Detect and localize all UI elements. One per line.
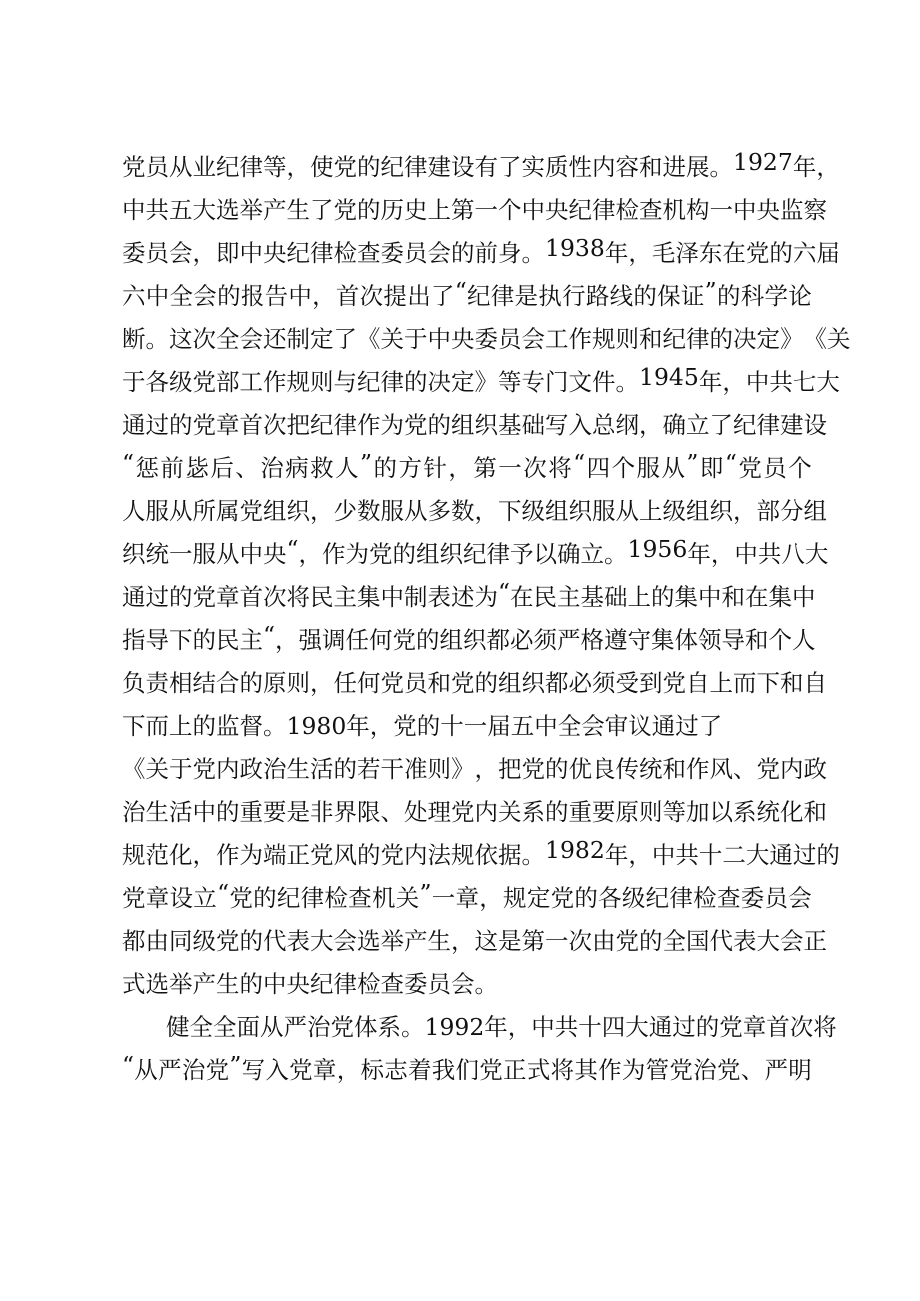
text-line: [122, 659, 827, 702]
text-line: [122, 530, 829, 573]
body-text: [122, 143, 851, 1089]
text-line: [122, 917, 827, 960]
text-line-content: 通 过 的 党 章 首 次 把 纪 律 作 为 党 的 组 织 基 础 写 入 总 纲 ， 确 立 了 纪 律 建 设: [122, 410, 827, 439]
text-line-content: 指 导 下 的 民 主 “ ， 强 调 任 何 党 的 组 织 都 必 须 严 格 遵 守 集 体 领 导 和 个 人: [122, 620, 816, 654]
text-line-content: “ 惩 前 毖 后 、 治 病 救 人 ” 的 方 针 ， 第 一 次 将 “ 四 个 服 从 ” 即 “ 党 员 个: [122, 448, 812, 482]
text-line-content: 党 章 设 立 “ 党 的 纪 律 检 查 机 关 ” 一 章 ， 规 定 党 的 各 级 纪 律 检 查 委 员 会: [122, 878, 812, 912]
text-line-content: 六 中 全 会 的 报 告 中 ， 首 次 提 出 了 “ 纪 律 是 执 行 路 线 的 保 证 ” 的 科 学 论: [122, 276, 812, 310]
text-line-content: 《 关 于 党 内 政 治 生 活 的 若 干 准 则 》 ， 把 党 的 优 良 传 统 和 作 风 、 党 内 政: [122, 754, 827, 783]
text-line: [122, 401, 827, 444]
text-line: [122, 272, 812, 315]
text-line: [122, 616, 816, 659]
text-line: [122, 358, 840, 401]
text-line: [122, 960, 812, 1003]
text-line: [122, 229, 840, 272]
text-line: [122, 831, 840, 874]
text-line-content: 治 生 活 中 的 重 要 是 非 界 限 、 处 理 党 内 关 系 的 重 要 原 则 等 加 以 系 统 化 和: [122, 797, 827, 826]
text-line-content: 断 。 这 次 全 会 还 制 定 了 《 关 于 中 央 委 员 会 工 作 规 则 和 纪 律 的 决 定 》 《 关: [122, 324, 851, 353]
paragraph-first-line: [122, 1003, 837, 1046]
text-line-content: 规 范 化 ， 作 为 端 正 党 风 的 党 内 法 规 依 据 。 1982 年 ， 中 共 十 二 大 通 过 的: [122, 835, 840, 869]
text-line: [122, 143, 840, 186]
text-line-content: 党 员 从 业 纪 律 等 ， 使 党 的 纪 律 建 设 有 了 实 质 性 内 容 和 进 展 。 1927 年 ，: [122, 147, 840, 181]
text-line: [122, 702, 812, 745]
text-line: [122, 1046, 812, 1089]
text-line: [122, 487, 827, 530]
text-line: [122, 874, 812, 917]
text-line: [122, 315, 851, 358]
text-line-content: “ 从 严 治 党 ” 写 入 党 章 ， 标 志 着 我 们 党 正 式 将 其 作 为 管 党 治 党 、 严 明: [122, 1050, 812, 1084]
text-line-content: 于 各 级 党 部 工 作 规 则 与 纪 律 的 决 定 》 等 专 门 文 件 。 1945 年 ， 中 共 七 大: [122, 362, 840, 396]
text-line-content: 健全全面从严治党体系。1992年，中共十四大通过的党章首次将: [166, 1012, 837, 1041]
text-line: [122, 745, 827, 788]
text-line-content: 织 统 一 服 从 中 央 “ ， 作 为 党 的 组 织 纪 律 予 以 确 立 。 1956 年 ， 中 共 八 大: [122, 534, 829, 568]
text-line: [122, 444, 812, 487]
text-line-content: 人 服 从 所 属 党 组 织 ， 少 数 服 从 多 数 ， 下 级 组 织 服 从 上 级 组 织 ， 部 分 组: [122, 496, 827, 525]
text-line-content: 下而上的监督。1980年，党的十一届五中全会审议通过了: [122, 711, 723, 740]
text-line-content: 通 过 的 党 章 首 次 将 民 主 集 中 制 表 述 为 “ 在 民 主 基 础 上 的 集 中 和 在 集 中: [122, 577, 816, 611]
text-line-content: 式选举产生的中央纪律检查委员会。: [122, 969, 498, 998]
text-line-content: 都 由 同 级 党 的 代 表 大 会 选 举 产 生 ， 这 是 第 一 次 由 党 的 全 国 代 表 大 会 正: [122, 926, 827, 955]
text-line: [122, 573, 816, 616]
text-line-content: 委 员 会 ， 即 中 央 纪 律 检 查 委 员 会 的 前 身 。 1938 年 ， 毛 泽 东 在 党 的 六 届: [122, 233, 840, 267]
text-line: [122, 186, 827, 229]
text-line-content: 负 责 相 结 合 的 原 则 ， 任 何 党 员 和 党 的 组 织 都 必 须 受 到 党 自 上 而 下 和 自: [122, 668, 827, 697]
text-line: [122, 788, 827, 831]
text-line-content: 中 共 五 大 选 举 产 生 了 党 的 历 史 上 第 一 个 中 央 纪 律 检 查 机 构 一 中 央 监 察: [122, 195, 827, 224]
